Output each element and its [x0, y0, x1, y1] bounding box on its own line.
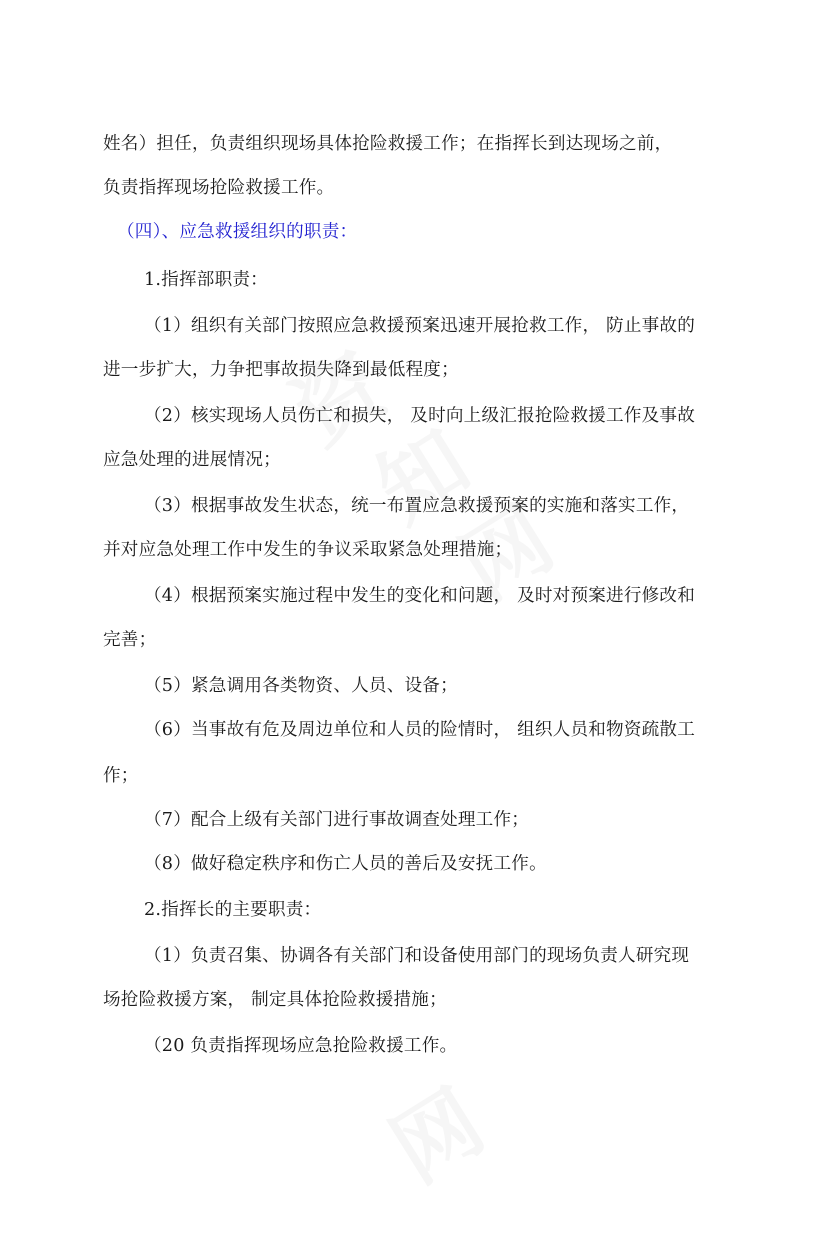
- paragraph-line: （1）组织有关部门按照应急救援预案迅速开展抢救工作， 防止事故的: [144, 316, 696, 336]
- paragraph-line: （1）负责召集、协调各有关部门和设备使用部门的现场负责人研究现: [144, 946, 690, 966]
- paragraph-line: （2）核实现场人员伤亡和损失， 及时向上级汇报抢险救援工作及事故: [144, 406, 696, 426]
- paragraph-line: （4）根据预案实施过程中发生的变化和问题， 及时对预案进行修改和: [144, 586, 696, 606]
- paragraph-line: （8）做好稳定秩序和伤亡人员的善后及安抚工作。: [144, 854, 547, 874]
- paragraph-line: （6）当事故有危及周边单位和人员的险情时， 组织人员和物资疏散工: [144, 720, 696, 740]
- paragraph-line: （7）配合上级有关部门进行事故调查处理工作；: [144, 810, 530, 830]
- paragraph-line: 完善；: [103, 630, 157, 650]
- paragraph-line: 进一步扩大，力争把事故损失降到最低程度；: [103, 360, 459, 380]
- watermark-char: [364, 1055, 503, 1206]
- watermark-char: [266, 317, 405, 468]
- paragraph-line: 场抢险救援方案， 制定具体抢险救援措施；: [103, 990, 447, 1010]
- paragraph-line: 并对应急处理工作中发生的争议采取紧急处理措施；: [103, 540, 513, 560]
- subsection-heading: 1.指挥部职责：: [144, 270, 268, 290]
- paragraph-line: （5）紧急调用各类物资、人员、设备；: [144, 676, 458, 696]
- section-heading: （四）、应急救援组织的职责：: [117, 222, 358, 242]
- subsection-heading: 2.指挥长的主要职责：: [144, 900, 322, 920]
- paragraph-line: 姓名）担任，负责组织现场具体抢险救援工作；在指挥长到达现场之前，: [103, 134, 673, 154]
- paragraph-line: 作；: [103, 766, 139, 786]
- paragraph-line: 负责指挥现场抢险救援工作。: [103, 178, 335, 198]
- paragraph-line: （3）根据事故发生状态，统一布置应急救援预案的实施和落实工作，: [144, 496, 690, 516]
- paragraph-line: （20 负责指挥现场应急抢险救援工作。: [144, 1036, 458, 1056]
- paragraph-line: 应急处理的进展情况；: [103, 450, 281, 470]
